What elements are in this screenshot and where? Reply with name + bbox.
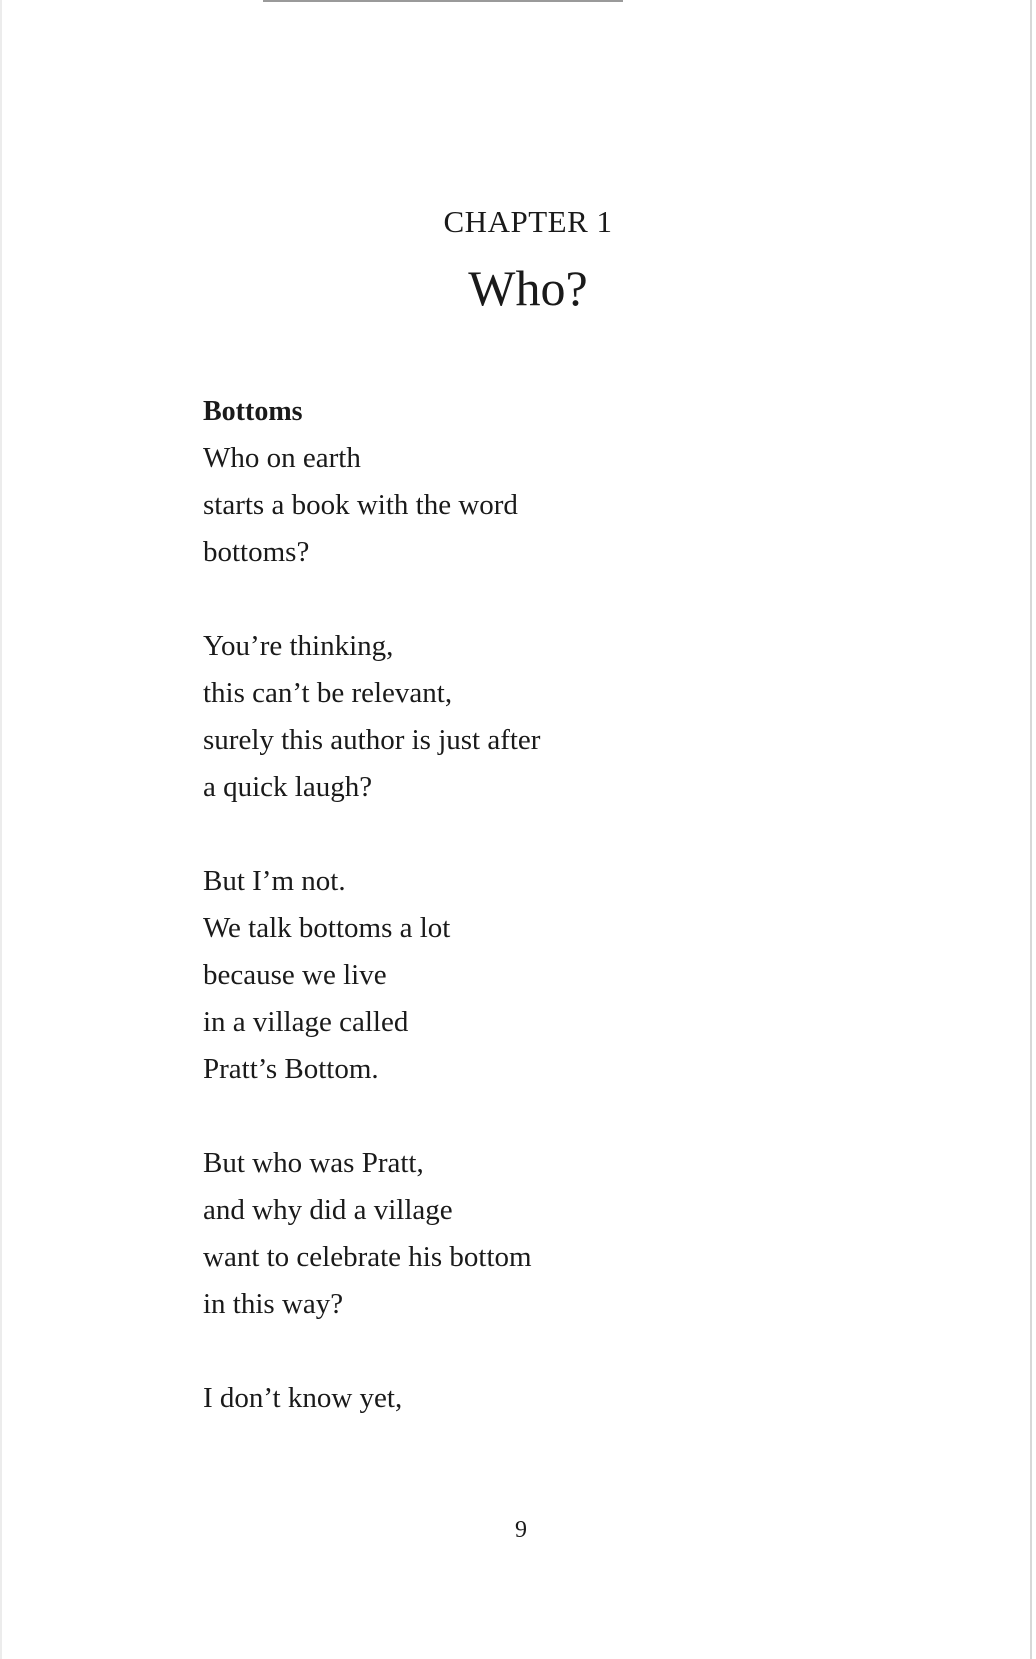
scan-top-edge bbox=[263, 0, 623, 2]
poem-line: starts a book with the word bbox=[203, 489, 518, 521]
stanza-4 bbox=[203, 1140, 803, 1328]
poem-line: in this way? bbox=[203, 1288, 344, 1320]
stanza-1 bbox=[203, 435, 803, 576]
stanza-3 bbox=[203, 858, 803, 1093]
poem-line: bottoms? bbox=[203, 536, 310, 568]
stanza-2 bbox=[203, 623, 803, 811]
poem-line: surely this author is just after bbox=[203, 724, 541, 756]
poem-line: Pratt’s Bottom. bbox=[203, 1053, 379, 1085]
poem-line: in a village called bbox=[203, 1006, 409, 1038]
poem-line: But who was Pratt, bbox=[203, 1147, 424, 1179]
poem-line: Who on earth bbox=[203, 442, 361, 474]
poem-line: want to celebrate his bottom bbox=[203, 1241, 532, 1273]
poem-heading: Bottoms bbox=[203, 396, 303, 427]
poem-line: But I’m not. bbox=[203, 865, 346, 897]
poem-line: You’re thinking, bbox=[203, 630, 394, 662]
chapter-title: Who? bbox=[468, 260, 588, 316]
poem bbox=[203, 388, 803, 1422]
poem-line: We talk bottoms a lot bbox=[203, 912, 451, 944]
poem-line: I don’t know yet, bbox=[203, 1382, 403, 1414]
page-number: 9 bbox=[515, 1517, 527, 1543]
scan-left-edge bbox=[0, 0, 2, 1659]
poem-line: this can’t be relevant, bbox=[203, 677, 453, 709]
stanza-5 bbox=[203, 1375, 803, 1422]
chapter-label: CHAPTER 1 bbox=[443, 204, 613, 239]
scan-right-edge bbox=[1030, 0, 1032, 1659]
poem-line: because we live bbox=[203, 959, 387, 991]
poem-line: and why did a village bbox=[203, 1194, 453, 1226]
poem-line: a quick laugh? bbox=[203, 771, 373, 803]
